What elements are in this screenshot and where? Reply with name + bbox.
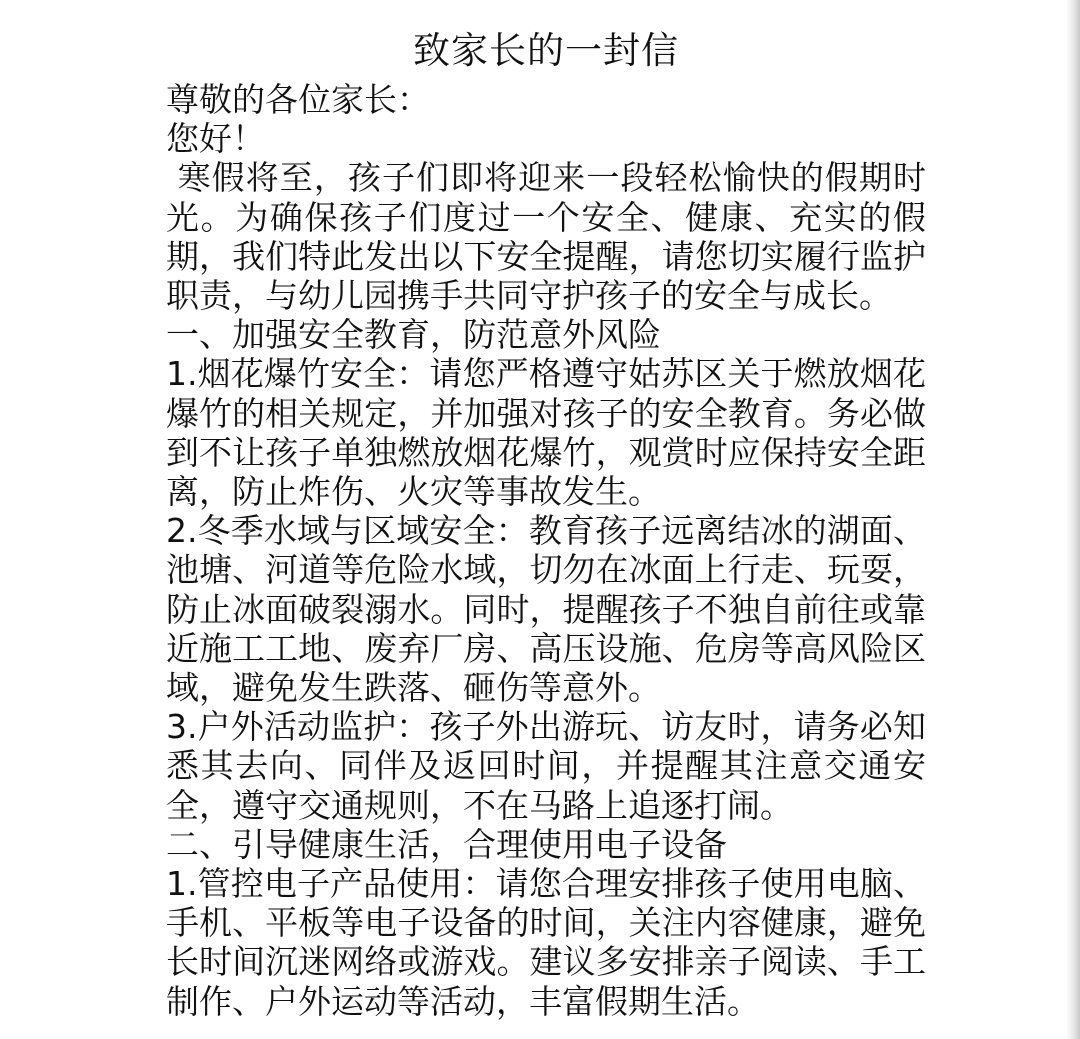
item-electronic-devices: 1.管控电子产品使用：请您合理安排孩子使用电脑、手机、平板等电子设备的时间，关注内容健康，避免长时间沉迷网络或游戏。建议多安排亲子阅读、手工制作、户外运动等活动，丰富假期生活。 <box>166 864 926 1021</box>
section-heading-safety: 一、加强安全教育，防范意外风险 <box>166 315 661 355</box>
intro-paragraph: 寒假将至，孩子们即将迎来一段轻松愉快的假期时光。为确保孩子们度过一个安全、健康、充实的假期，我们特此发出以下安全提醒，请您切实履行监护职责，与幼儿园携手共同守护孩子的安全与成长。 <box>166 158 926 316</box>
salutation: 尊敬的各位家长： <box>166 80 430 119</box>
item-water-area-safety: 2.冬季水域与区域安全：教育孩子远离结冰的湖面、池塘、河道等危险水域，切勿在冰面上行走、玩耍，防止冰面破裂溺水。同时，提醒孩子不独自前往或靠近施工工地、废弃厂房、高压设施、危房等高风险区域，避免发生跌落、砸伤等意外。 <box>166 511 926 708</box>
item-outdoor-supervision: 3.户外活动监护：孩子外出游玩、访友时，请务必知悉其去向、同伴及返回时间，并提醒其注意交通安全，遵守交通规则，不在马路上追逐打闹。 <box>166 707 926 825</box>
page-edge-shadow <box>1066 0 1080 1039</box>
section-heading-healthy-life: 二、引导健康生活，合理使用电子设备 <box>166 824 727 864</box>
letter-title: 致家长的一封信 <box>413 29 679 72</box>
item-fireworks-safety: 1.烟花爆竹安全：请您严格遵守姑苏区关于燃放烟花爆竹的相关规定，并加强对孩子的安全教育。务必做到不让孩子单独燃放烟花爆竹，观赏时应保持安全距离，防止炸伤、火灾等事故发生。 <box>166 354 926 512</box>
letter <box>166 26 926 1021</box>
greeting: 您好！ <box>166 119 265 159</box>
